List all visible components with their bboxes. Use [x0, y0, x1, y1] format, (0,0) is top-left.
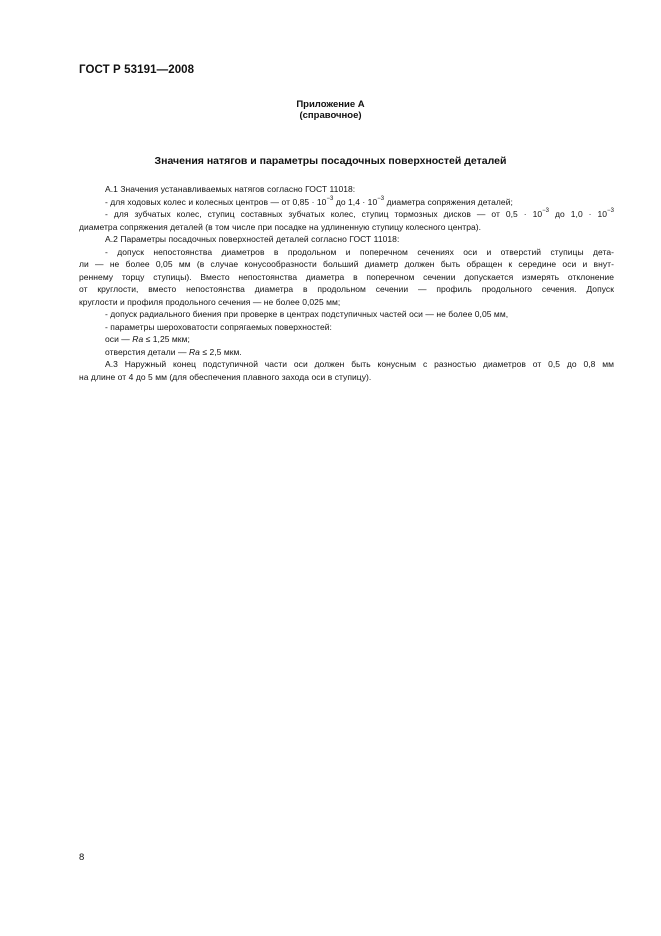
gears-text-start: - для зубчатых колес, ступиц составных зубчатых колес, ступиц тормозных дисков — от 0,5 · 10: [105, 209, 543, 219]
page-number: 8: [79, 852, 85, 863]
wheels-exponent-2: −3: [377, 195, 385, 202]
page-header: ГОСТ Р 53191—2008: [79, 64, 195, 76]
tolerance-line-1: - допуск непостоянства диаметров в продольном и поперечном сечениях оси и отверстий ступицы дета-: [105, 246, 614, 257]
gears-text-mid: до 1,0 · 10: [549, 209, 608, 219]
clause-a1-wheels: [79, 196, 614, 209]
bore-ra-value: ≤ 2,5 мкм.: [199, 346, 242, 357]
wheels-text-start: - для ходовых колес и колесных центров — от 0,85 · 10: [105, 196, 327, 207]
roughness-bore: [79, 346, 614, 359]
appendix-title: Значения натягов и параметры посадочных поверхностей деталей: [154, 155, 507, 167]
clause-a1-gears-continuation: диаметра сопряжения деталей (в том числе при посадке на удлиненную ступицу колесного центра).: [79, 221, 482, 232]
clause-a3-line-1: А.3 Наружный конец подступичной части оси должен быть конусным с разностью диаметров от 0,5 до 0,8 мм: [105, 359, 614, 369]
gears-exponent-2: −3: [607, 208, 614, 215]
axle-label: оси —: [105, 334, 133, 344]
clause-a2-runout: - допуск радиального биения при проверке в центрах подступичных частей оси — не более 0,05 мм,: [105, 309, 509, 319]
gears-exponent-1: −3: [542, 208, 550, 215]
clause-a3-line-2: на длине от 4 до 5 мм (для обеспечения плавного захода оси в ступицу).: [79, 371, 372, 382]
clause-a2-roughness: - параметры шероховатости сопрягаемых поверхностей:: [105, 321, 332, 332]
roughness-axle: [79, 333, 614, 346]
appendix-body: [79, 183, 614, 383]
bore-ra-symbol: Ra: [188, 346, 200, 357]
tolerance-line-3: реннему торцу ступицы). Вместо непостоянства диаметра в поперечном сечении допускается измерять отклонение: [79, 271, 614, 282]
axle-ra-value: ≤ 1,25 мкм;: [143, 334, 190, 344]
clause-a2-intro: А.2 Параметры посадочных поверхностей деталей согласно ГОСТ 11018:: [105, 234, 400, 244]
appendix-heading: [0, 99, 661, 121]
bore-label: отверстия детали —: [105, 346, 189, 357]
wheels-text-mid: до 1,4 · 10: [333, 196, 378, 207]
appendix-kind: (справочное): [299, 110, 362, 121]
tolerance-line-2: ли — не более 0,05 мм (в случае конусообразности больший диаметр должен быть обращен к середине оси и внут-: [79, 259, 614, 269]
axle-ra-symbol: Ra: [132, 334, 144, 344]
wheels-text-end: диаметра сопряжения деталей;: [384, 196, 513, 207]
wheels-exponent-1: −3: [326, 195, 334, 202]
clause-a1-gears: [79, 208, 614, 221]
appendix-label: Приложение А: [296, 99, 365, 110]
tolerance-line-4: от круглости, вместо непостоянства диаметра в продольном сечении — профиль продольного сечения. Допуск: [79, 284, 614, 294]
clause-a1-intro: А.1 Значения устанавливаемых натягов согласно ГОСТ 11018:: [105, 184, 356, 194]
tolerance-line-5: круглости и профиля продольного сечения — не более 0,025 мм;: [79, 296, 341, 307]
